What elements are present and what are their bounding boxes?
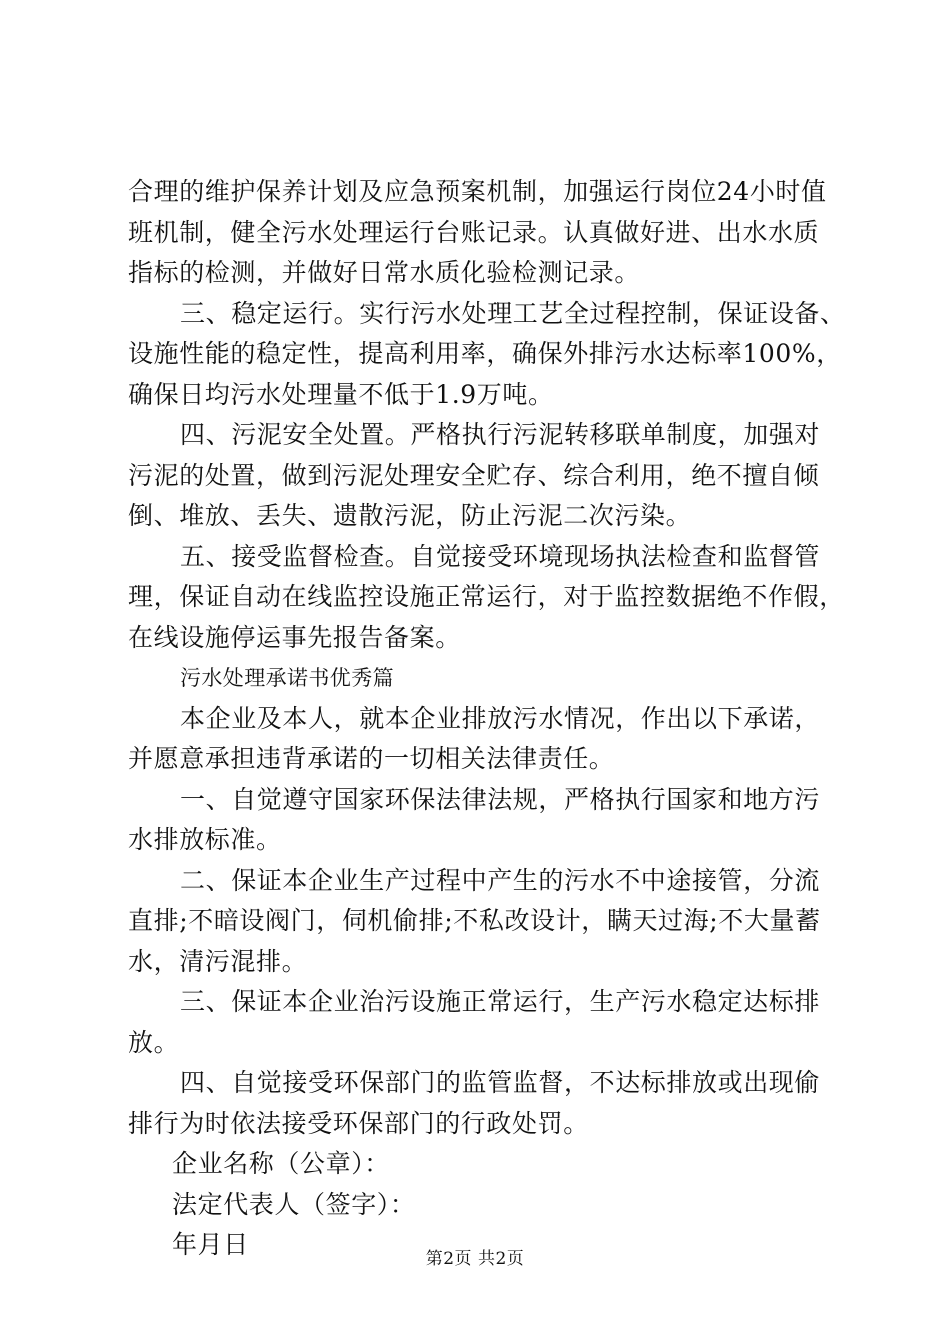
text-line: 设施性能的稳定性，提高利用率，确保外排污水达标率100%， [128,339,842,368]
text-line: 四、污泥安全处置。严格执行污泥转移联单制度，加强对 [180,420,821,449]
text-line: 排行为时依法接受环保部门的行政处罚。 [128,1108,589,1138]
signature-representative-line: 法定代表人（签字）： [172,1189,416,1219]
text-line: 班机制，健全污水处理运行台账记录。认真做好进、出水水质 [128,217,820,247]
text-line: 五、接受监督检查。自觉接受环境现场执法检查和监督管 [180,541,821,571]
page-footer: 第2页 共2页 [425,1249,525,1269]
text-line: 污泥的处置，做到污泥处理安全贮存、综合利用，绝不擅自倾 [128,460,820,490]
text-line: 倒、堆放、丢失、遗散污泥，防止污泥二次污染。 [128,501,692,530]
text-line: 四、自觉接受环保部门的监管监督，不达标排放或出现偷 [180,1068,821,1097]
text-line: 在线设施停运事先报告备案。 [128,622,461,652]
signature-company-line: 企业名称（公章）： [172,1149,390,1178]
text-line: 三、保证本企业治污设施正常运行，生产污水稳定达标排 [180,987,821,1016]
text-line: 确保日均污水处理量不低于1.9万吨。 [128,379,554,409]
text-line: 指标的检测，并做好日常水质化验检测记录。 [128,258,641,287]
text-line: 合理的维护保养计划及应急预案机制，加强运行岗位24小时值 [128,177,827,206]
text-line: 理，保证自动在线监控设施正常运行，对于监控数据绝不作假， [128,582,845,611]
text-line: 一、自觉遵守国家环保法律法规，严格执行国家和地方污 [180,784,821,814]
text-line: 三、稳定运行。实行污水处理工艺全过程控制，保证设备、 [180,298,846,328]
section-heading: 污水处理承诺书优秀篇 [180,666,394,690]
text-line: 放。 [128,1027,180,1057]
text-line: 直排;不暗设阀门，伺机偷排;不私改设计，瞒天过海;不大量蓄 [128,906,821,935]
text-line: 本企业及本人，就本企业排放污水情况，作出以下承诺， [180,703,821,733]
text-line: 水排放标准。 [128,825,282,854]
text-line: 二、保证本企业生产过程中产生的污水不中途接管，分流 [180,865,821,895]
text-line: 水，清污混排。 [128,946,308,976]
text-line: 并愿意承担违背承诺的一切相关法律责任。 [128,744,615,773]
document-body [128,172,846,1266]
signature-date-line: 年月日 [172,1230,249,1259]
